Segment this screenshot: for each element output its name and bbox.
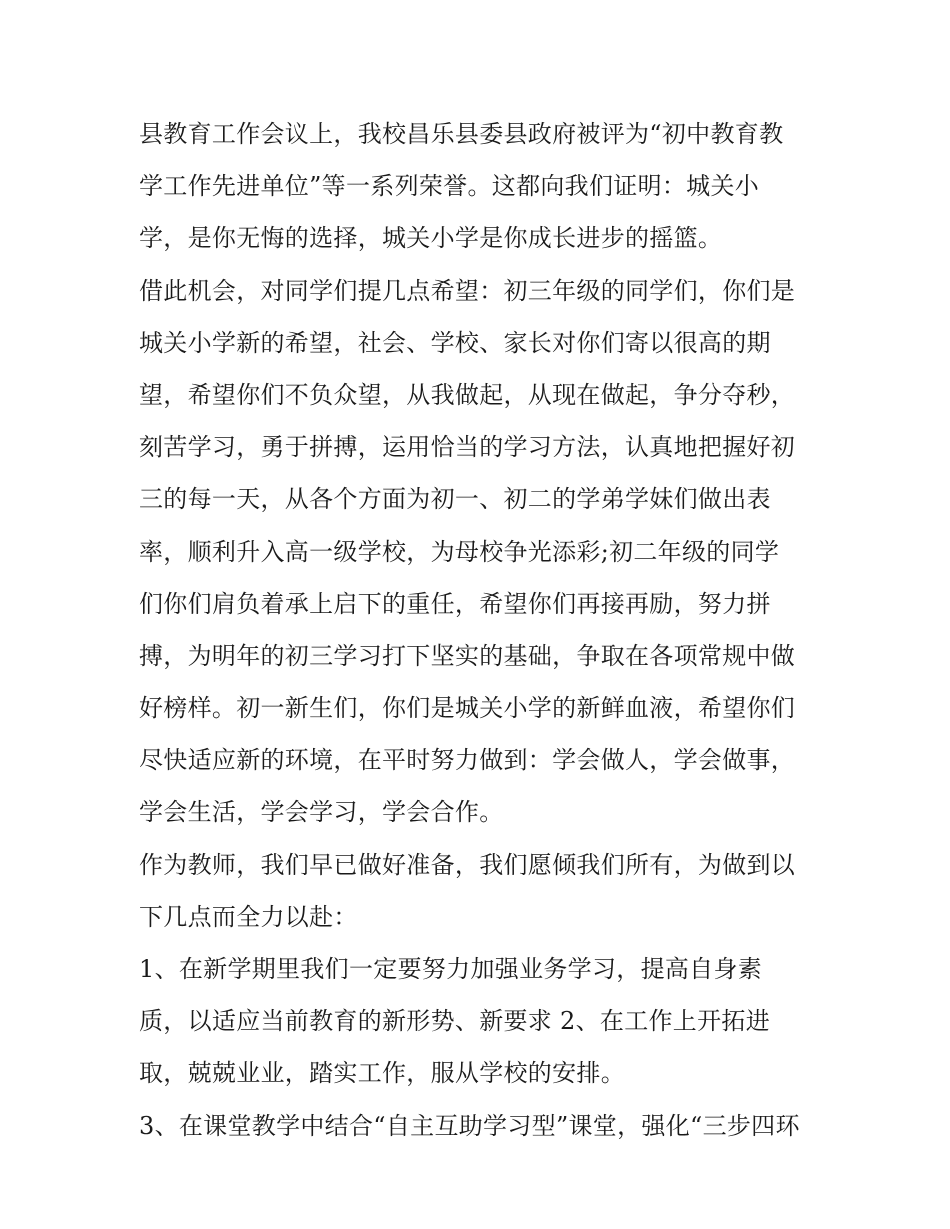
text-line: 城关小学新的希望，社会、学校、家长对你们寄以很高的期 [139,328,771,357]
text-line: 取，兢兢业业，踏实工作，服从学校的安排。 [139,1059,625,1088]
text-line: 刻苦学习，勇于拼搏，运用恰当的学习方法，认真地把握好初 [139,433,796,462]
text-line: 搏，为明年的初三学习打下坚实的基础，争取在各项常规中做 [139,641,796,670]
text-line: 作为教师，我们早已做好准备，我们愿倾我们所有，为做到以 [139,850,796,879]
text-line: 望，希望你们不负众望，从我做起，从现在做起，争分夺秒， [139,380,796,409]
text-line: 学会生活，学会学习，学会合作。 [139,798,504,827]
text-line: 学工作先进单位”等一系列荣誉。这都向我们证明：城关小 [139,172,760,201]
text-line: 三的每一天，从各个方面为初一、初二的学弟学妹们做出表 [139,485,771,514]
text-line: 学，是你无悔的选择，城关小学是你成长进步的摇篮。 [139,224,723,253]
text-line: 3、在课堂教学中结合“自主互助学习型”课堂，强化“三步四环 [139,1111,800,1140]
body-text [139,108,819,1152]
text-line: 借此机会，对同学们提几点希望：初三年级的同学们，你们是 [139,276,796,305]
text-line: 下几点而全力以赴： [139,902,358,931]
text-line: 尽快适应新的环境，在平时努力做到：学会做人，学会做事， [139,746,796,775]
text-line: 好榜样。初一新生们，你们是城关小学的新鲜血液，希望你们 [139,694,796,723]
text-line: 质，以适应当前教育的新形势、新要求 2、在工作上开拓进 [139,1007,770,1036]
text-line: 1、在新学期里我们一定要努力加强业务学习，提高自身素 [139,955,763,983]
text-line: 们你们肩负着承上启下的重任，希望你们再接再励，努力拼 [139,589,771,618]
text-line: 率，顺利升入高一级学校，为母校争光添彩;初二年级的同学 [139,537,780,566]
text-line: 县教育工作会议上，我校昌乐县委县政府被评为“初中教育教 [139,120,784,148]
